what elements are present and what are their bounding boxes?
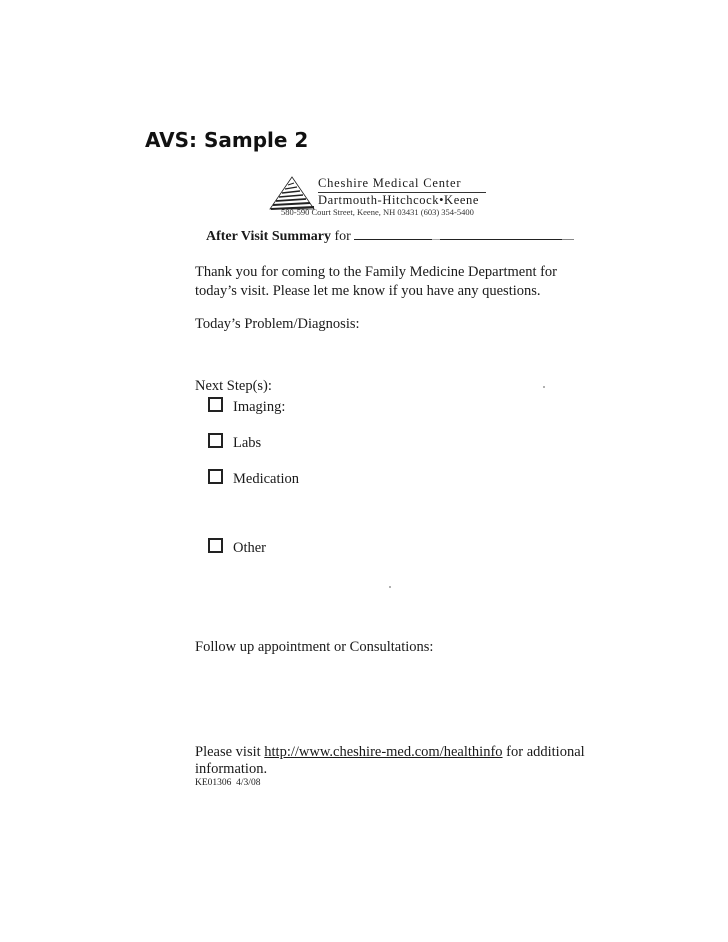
followup-label: Follow up appointment or Consultations: xyxy=(195,639,434,655)
health-info-link[interactable]: http://www.cheshire-med.com/healthinfo xyxy=(264,744,503,760)
closing-suffix: for additional xyxy=(506,744,585,760)
form-code-date: 4/3/08 xyxy=(236,778,261,788)
checkbox-label-other: Other xyxy=(233,540,267,556)
checkbox-row-labs[interactable] xyxy=(208,433,261,452)
intro-line-1: Thank you for coming to the Family Medicine Department for xyxy=(195,264,558,280)
checkbox-row-other[interactable] xyxy=(208,538,266,557)
next-steps-label: Next Step(s): xyxy=(195,378,272,394)
summary-for: for xyxy=(334,229,351,244)
scan-speck xyxy=(389,586,391,588)
checkbox-medication[interactable] xyxy=(208,469,223,484)
checkbox-label-medication: Medication xyxy=(233,471,300,487)
patient-name-blank-1[interactable] xyxy=(354,229,432,240)
checkbox-labs[interactable] xyxy=(208,433,223,448)
org-address: 580-590 Court Street, Keene, NH 03431 (603) 354-5400 xyxy=(281,207,474,217)
pyramid-logo-icon xyxy=(268,175,316,211)
org-name-line1: Cheshire Medical Center xyxy=(318,176,462,190)
patient-name-blank-gap xyxy=(432,229,440,240)
closing-prefix: Please visit xyxy=(195,744,261,760)
scan-speck xyxy=(543,386,545,388)
after-visit-summary-line xyxy=(206,229,574,245)
intro-line-2: today’s visit. Please let me know if you have any questions. xyxy=(195,283,541,299)
form-code xyxy=(195,778,260,788)
checkbox-row-imaging[interactable] xyxy=(208,397,285,416)
form-code-id: KE01306 xyxy=(195,778,232,788)
checkbox-row-medication[interactable] xyxy=(208,469,299,488)
checkbox-imaging[interactable] xyxy=(208,397,223,412)
summary-label-regular: After Visit xyxy=(206,229,269,244)
patient-name-blank-2[interactable] xyxy=(440,229,562,240)
closing-line-2: information. xyxy=(195,761,268,777)
problem-diagnosis-label: Today’s Problem/Diagnosis: xyxy=(195,316,360,332)
checkbox-other[interactable] xyxy=(208,538,223,553)
org-name-line2: Dartmouth-Hitchcock•Keene xyxy=(318,193,479,207)
checkbox-label-labs: Labs xyxy=(233,435,262,451)
checkbox-label-imaging: Imaging: xyxy=(233,399,286,415)
summary-label-bold: Summary xyxy=(271,229,331,244)
patient-name-blank-end xyxy=(562,229,574,240)
page-title: AVS: Sample 2 xyxy=(145,128,309,152)
